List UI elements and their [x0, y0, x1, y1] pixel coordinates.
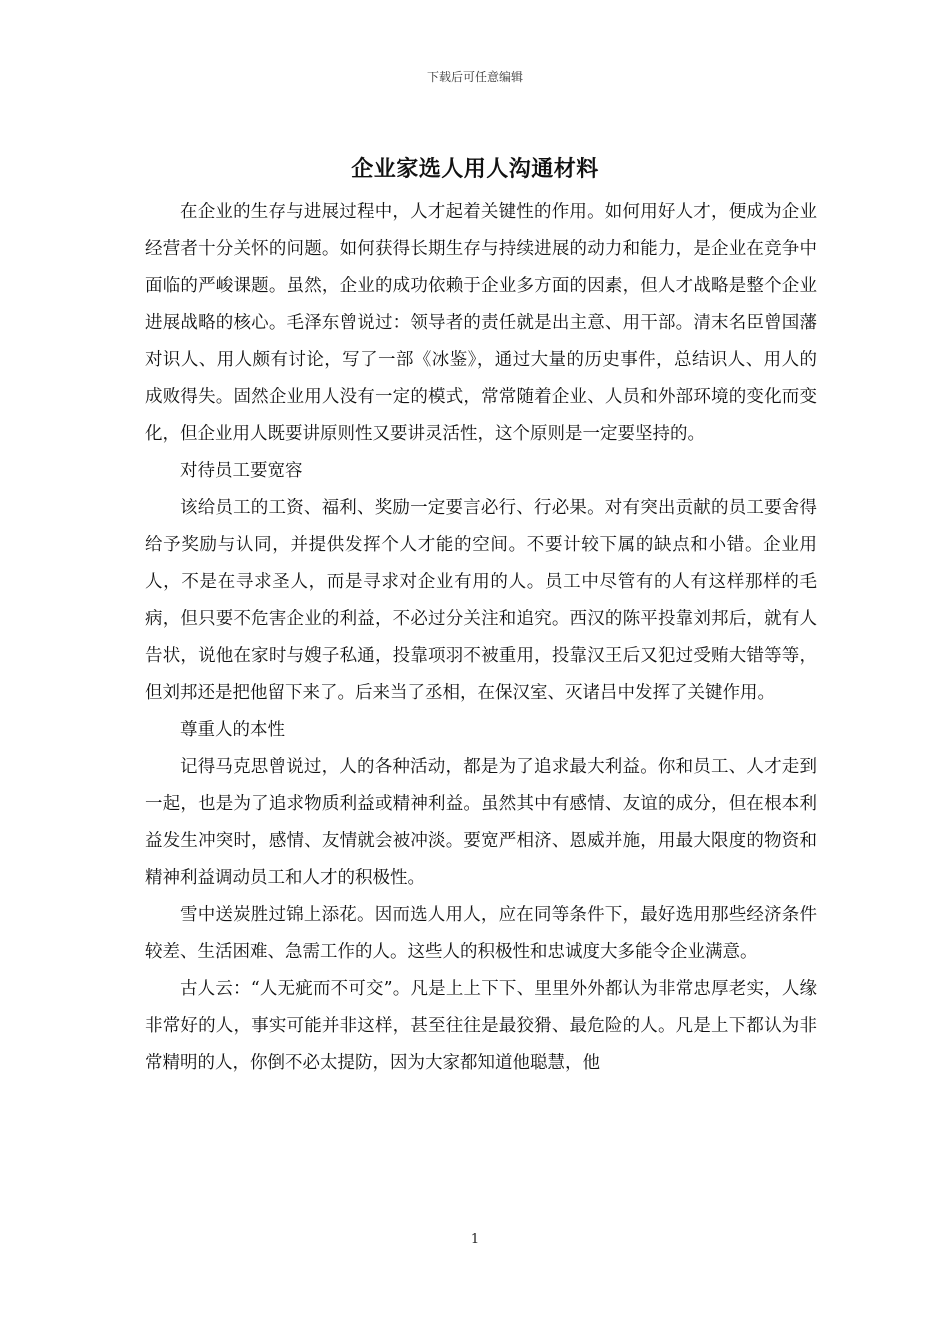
paragraph-timely-help: 雪中送炭胜过锦上添花。因而选人用人，应在同等条件下，最好选用那些经济条件较差、生活困难、急需工作的人。这些人的积极性和忠诚度大多能令企业满意。 [145, 905, 817, 962]
paragraph-human-nature: 记得马克思曾说过，人的各种活动，都是为了追求最大利益。你和员工、人才走到一起，也是为了追求物质利益或精神利益。虽然其中有感情、友谊的成分，但在根本利益发生冲突时，感情、友情就会被冲淡。要宽严相济、恩威并施，用最大限度的物资和精神利益调动员工和人才的积极性。 [145, 757, 817, 888]
document-body [145, 194, 817, 1082]
section-heading-human-nature: 尊重人的本性 [180, 720, 285, 740]
section-heading-tolerance: 对待员工要宽容 [180, 461, 303, 481]
paragraph-intro: 在企业的生存与进展过程中，人才起着关键性的作用。如何用好人才，便成为企业经营者十分关怀的问题。如何获得长期生存与持续进展的动力和能力，是企业在竞争中面临的严峻课题。虽然，企业的成功依赖于企业多方面的因素，但人才战略是整个企业进展战略的核心。毛泽东曾说过：领导者的责任就是出主意、用干部。清末名臣曾国藩对识人、用人颇有讨论，写了一部《冰鉴》，通过大量的历史事件，总结识人、用人的成败得失。固然企业用人没有一定的模式，常常随着企业、人员和外部环境的变化而变化，但企业用人既要讲原则性又要讲灵活性，这个原则是一定要坚持的。 [145, 202, 817, 444]
paragraph-tolerance: 该给员工的工资、福利、奖励一定要言必行、行必果。对有突出贡献的员工要舍得给予奖励与认同，并提供发挥个人才能的空间。不要计较下属的缺点和小错。企业用人，不是在寻求圣人，而是寻求对企业有用的人。员工中尽管有的人有这样那样的毛病，但只要不危害企业的利益，不必过分关注和追究。西汉的陈平投靠刘邦后，就有人告状，说他在家时与嫂子私通，投靠项羽不被重用，投靠汉王后又犯过受贿大错等等，但刘邦还是把他留下来了。后来当了丞相，在保汉室、灭诸吕中发挥了关键作用。 [145, 498, 817, 703]
page-number: 1 [470, 1232, 480, 1247]
paragraph-ancient-saying: 古人云：“人无疵而不可交”。凡是上上下下、里里外外都认为非常忠厚老实，人缘非常好的人，事实可能并非这样，甚至往往是最狡猾、最危险的人。凡是上下都认为非常精明的人，你倒不必太提防，因为大家都知道他聪慧，他 [145, 979, 817, 1073]
document-title: 企业家选人用人沟通材料 [351, 156, 599, 182]
page-header-note: 下载后可任意编辑 [426, 70, 523, 84]
